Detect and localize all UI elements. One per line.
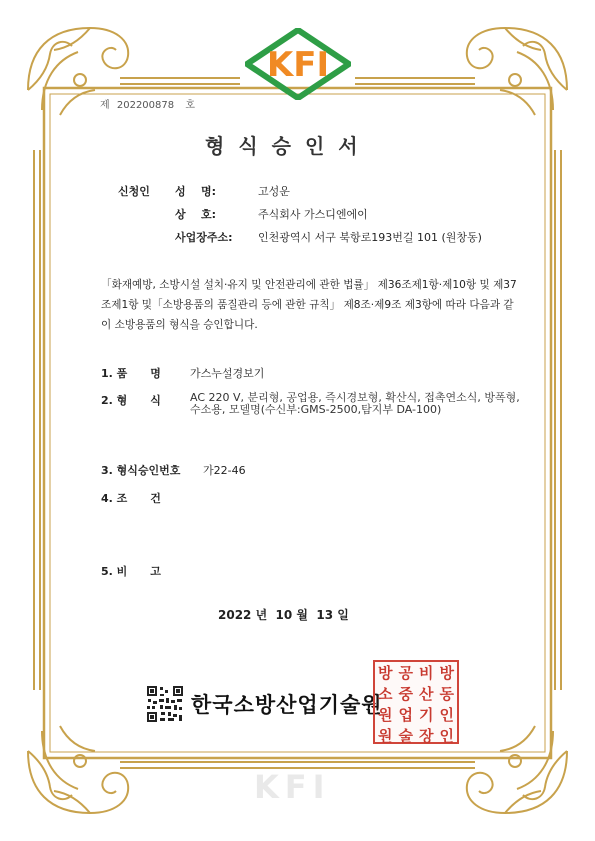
applicant-label: 신청인 bbox=[118, 185, 150, 198]
seal-char: 업 bbox=[398, 706, 413, 724]
number-value: 202200878 bbox=[116, 100, 175, 111]
company-label: 상 호: bbox=[175, 208, 216, 221]
issuing-agency: 한국소방산업기술원 bbox=[191, 692, 383, 717]
company-name: 주식회사 가스디엔에이 bbox=[258, 208, 368, 221]
document-title: 형식승인서 bbox=[205, 134, 372, 158]
item-4-label: 4. 조 건 bbox=[101, 492, 161, 505]
name-label: 성 명: bbox=[175, 185, 216, 198]
seal-char: 방 bbox=[439, 664, 454, 682]
official-seal bbox=[373, 660, 459, 744]
item-5-label: 5. 비 고 bbox=[101, 565, 161, 578]
kfi-logo bbox=[245, 28, 351, 100]
seal-char: 비 bbox=[419, 664, 434, 682]
item-3-label: 3. 형식승인번호 bbox=[101, 464, 181, 477]
seal-char: 원 bbox=[378, 706, 393, 724]
seal-char: 장 bbox=[419, 727, 434, 745]
kfi-logo-text: KFI bbox=[266, 45, 330, 85]
item-2-label: 2. 형 식 bbox=[101, 394, 161, 407]
seal-char: 원 bbox=[378, 727, 393, 745]
seal-char: 소 bbox=[378, 685, 393, 703]
item-1-label: 1. 품 명 bbox=[101, 367, 161, 380]
seal-char: 술 bbox=[398, 727, 413, 745]
qr-code-icon bbox=[146, 685, 184, 723]
address-value: 인천광역시 서구 북항로193번길 101 (원창동) bbox=[258, 231, 482, 244]
number-suffix: 호 bbox=[185, 100, 195, 111]
seal-char: 공 bbox=[398, 664, 413, 682]
seal-char: 동 bbox=[439, 685, 454, 703]
kfi-watermark: KFI bbox=[254, 768, 331, 806]
applicant-name: 고성운 bbox=[258, 185, 290, 198]
seal-char: 기 bbox=[419, 706, 434, 724]
seal-char: 방 bbox=[378, 664, 393, 682]
item-3-value: 가22-46 bbox=[203, 464, 246, 477]
seal-char: 산 bbox=[419, 685, 434, 703]
address-label: 사업장주소: bbox=[175, 231, 233, 244]
certificate-number bbox=[100, 96, 195, 111]
intro-paragraph: 「화재예방, 소방시설 설치·유지 및 안전관리에 관한 법률」 제36조제1항·제10항 및 제37조제1항 및「소방용품의 품질관리 등에 관한 규칙」 제8조·제9조 제3항에 따라 다음과 같이 소방용품의 형식을 승인합니다. bbox=[101, 279, 517, 331]
number-prefix: 제 bbox=[100, 100, 110, 111]
item-1-value: 가스누설경보기 bbox=[190, 367, 265, 380]
seal-char: 중 bbox=[398, 685, 413, 703]
seal-char: 인 bbox=[439, 727, 454, 745]
issue-date: 2022 년 10 월 13 일 bbox=[218, 608, 349, 622]
item-2-value: AC 220 V, 분리형, 공업용, 즉시경보형, 확산식, 접촉연소식, 방폭형, 수소용, 모델명(수신부:GMS-2500,탐지부 DA-100) bbox=[190, 391, 520, 416]
seal-char: 인 bbox=[439, 706, 454, 724]
